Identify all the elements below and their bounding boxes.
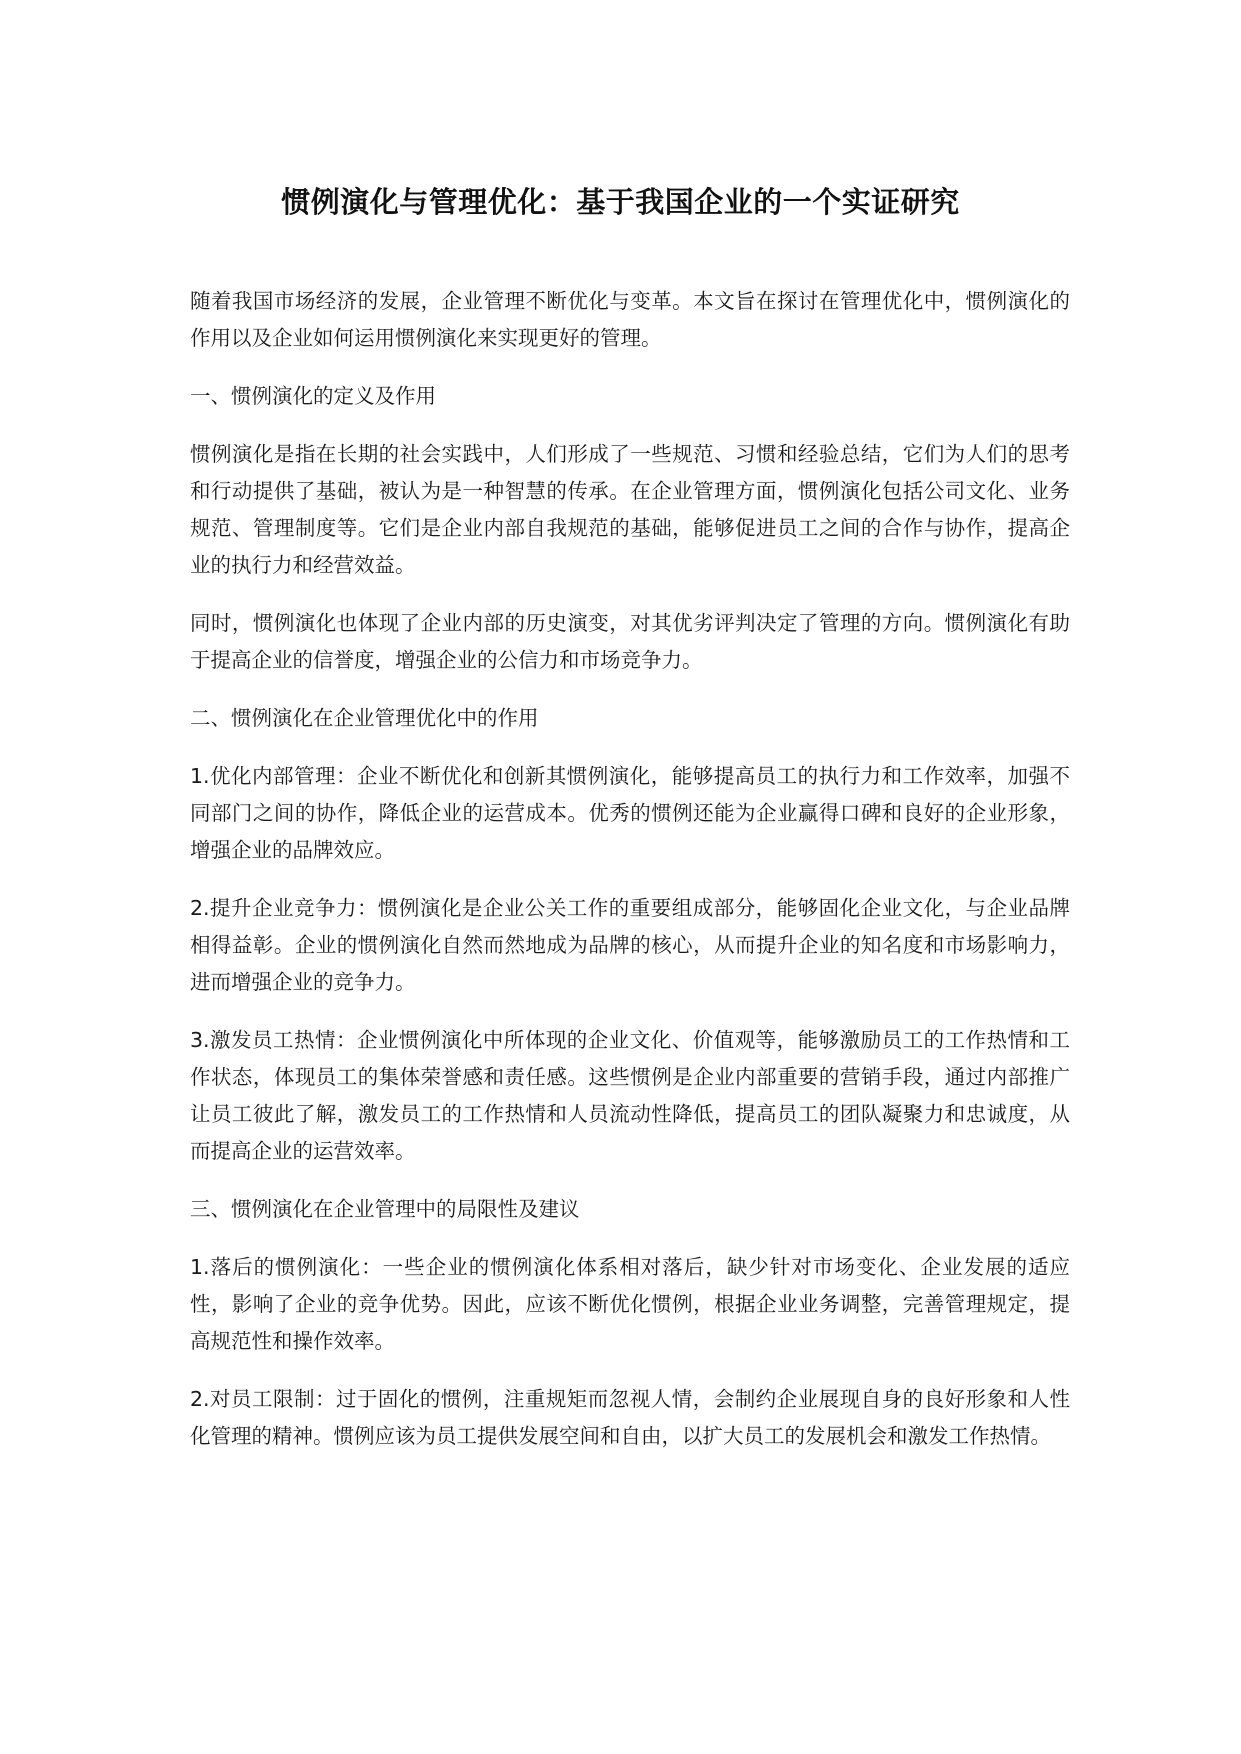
document-title: 惯例演化与管理优化：基于我国企业的一个实证研究 (281, 185, 960, 219)
section-3-item-2: 2.对员工限制：过于固化的惯例，注重规矩而忽视人情，会制约企业展现自身的良好形象和人性化管理的精神。惯例应该为员工提供发展空间和自由，以扩大员工的发展机会和激发工作热情。 (190, 1387, 1070, 1448)
intro-paragraph: 随着我国市场经济的发展，企业管理不断优化与变革。本文旨在探讨在管理优化中，惯例演化的作用以及企业如何运用惯例演化来实现更好的管理。 (190, 289, 1070, 350)
section-heading-3: 三、惯例演化在企业管理中的局限性及建议 (190, 1197, 580, 1221)
section-1-paragraph-1: 惯例演化是指在长期的社会实践中，人们形成了一些规范、习惯和经验总结，它们为人们的思考和行动提供了基础，被认为是一种智慧的传承。在企业管理方面，惯例演化包括公司文化、业务规范、管理制度等。它们是企业内部自我规范的基础，能够促进员工之间的合作与协作，提高企业的执行力和经营效益。 (190, 442, 1070, 577)
section-3-item-1: 1.落后的惯例演化：一些企业的惯例演化体系相对落后，缺少针对市场变化、企业发展的适应性，影响了企业的竞争优势。因此，应该不断优化惯例，根据企业业务调整，完善管理规定，提高规范性和操作效率。 (190, 1255, 1070, 1353)
section-1-paragraph-2: 同时，惯例演化也体现了企业内部的历史演变，对其优劣评判决定了管理的方向。惯例演化有助于提高企业的信誉度，增强企业的公信力和市场竞争力。 (190, 611, 1070, 672)
section-2-item-3: 3.激发员工热情：企业惯例演化中所体现的企业文化、价值观等，能够激励员工的工作热情和工作状态，体现员工的集体荣誉感和责任感。这些惯例是企业内部重要的营销手段，通过内部推广让员工彼此了解，激发员工的工作热情和人员流动性降低，提高员工的团队凝聚力和忠诚度，从而提高企业的运营效率。 (190, 1028, 1070, 1163)
document-body (190, 283, 1070, 1476)
section-heading-1: 一、惯例演化的定义及作用 (190, 384, 436, 408)
section-2-item-1: 1.优化内部管理：企业不断优化和创新其惯例演化，能够提高员工的执行力和工作效率，加强不同部门之间的协作，降低企业的运营成本。优秀的惯例还能为企业赢得口碑和良好的企业形象，增强企业的品牌效应。 (190, 764, 1070, 862)
section-heading-2: 二、惯例演化在企业管理优化中的作用 (190, 706, 539, 730)
section-2-item-2: 2.提升企业竞争力：惯例演化是企业公关工作的重要组成部分，能够固化企业文化，与企业品牌相得益彰。企业的惯例演化自然而然地成为品牌的核心，从而提升企业的知名度和市场影响力，进而增强企业的竞争力。 (190, 896, 1070, 994)
